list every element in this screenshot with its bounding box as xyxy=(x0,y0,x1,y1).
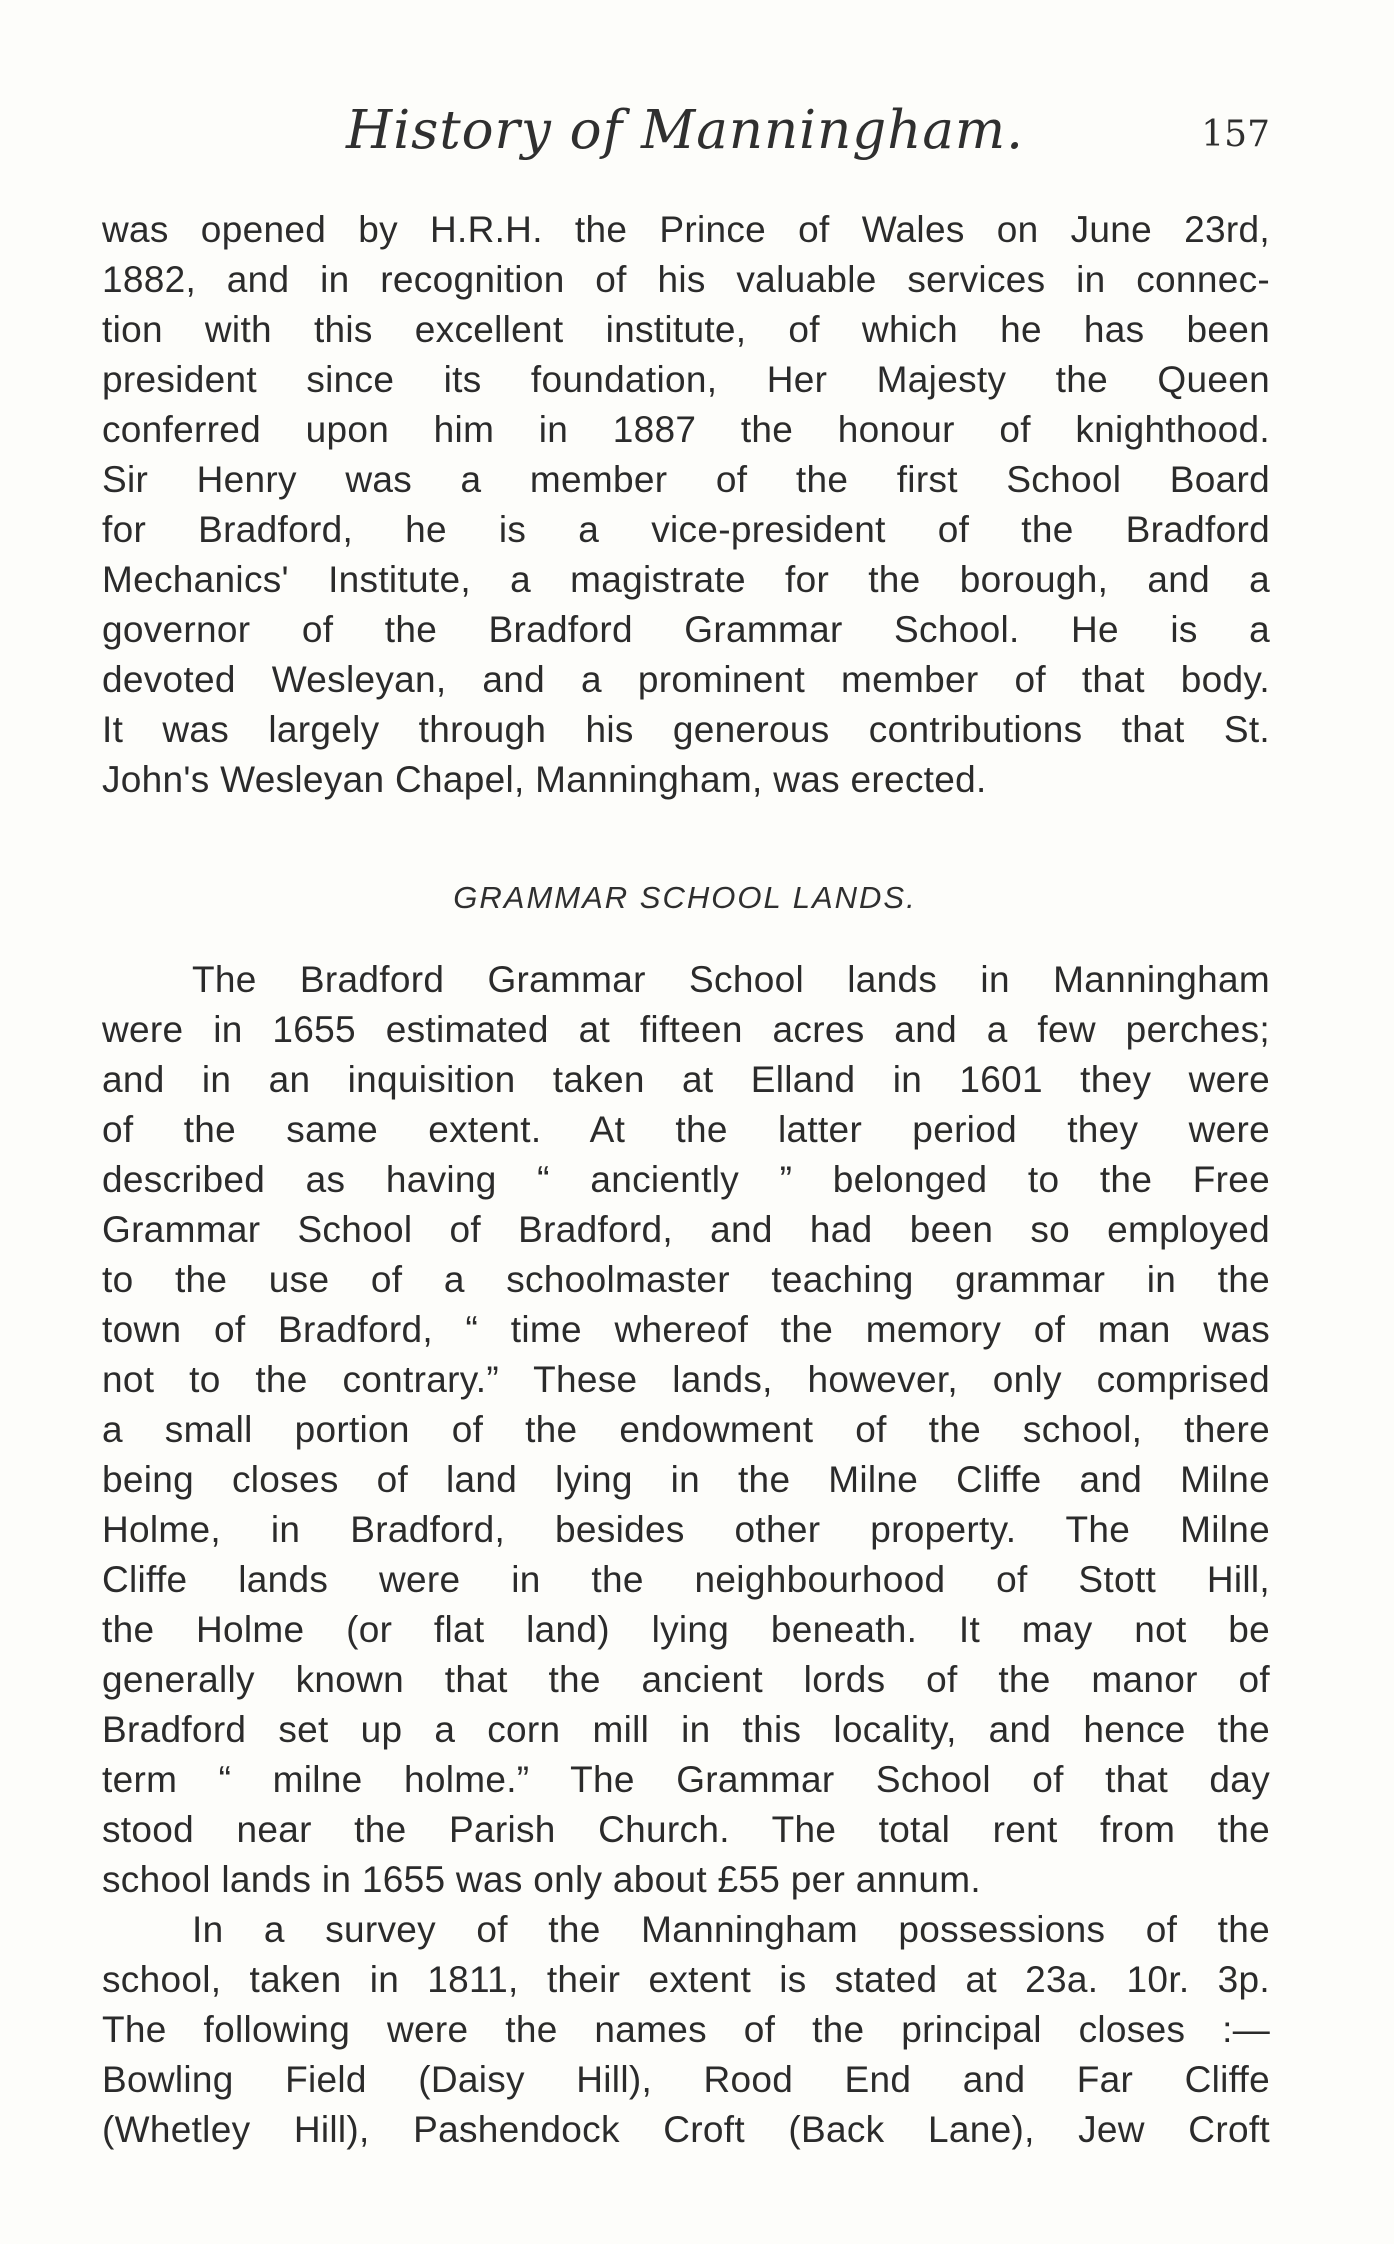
text-line: tion with this excellent institute, of which he has been xyxy=(102,309,1270,350)
text-line: and in an inquisition taken at Elland in 1601 they were xyxy=(102,1059,1270,1100)
text-line: president since its foundation, Her Majesty the Queen xyxy=(102,359,1270,400)
text-line: governor of the Bradford Grammar School. He is a xyxy=(102,609,1270,650)
text-line: Sir Henry was a member of the first School Board xyxy=(102,459,1270,500)
text-line: term “ milne holme.” The Grammar School of that day xyxy=(102,1759,1270,1800)
page-number: 157 xyxy=(1201,114,1270,155)
text-line: conferred upon him in 1887 the honour of knighthood. xyxy=(102,409,1270,450)
text-line: Bowling Field (Daisy Hill), Rood End and Far Cliffe xyxy=(102,2059,1270,2100)
text-line: Bradford set up a corn mill in this locality, and hence the xyxy=(102,1709,1270,1750)
text-line: The Bradford Grammar School lands in Manningham xyxy=(192,959,1270,1000)
text-line: Holme, in Bradford, besides other property. The Milne xyxy=(102,1509,1270,1550)
text-line: being closes of land lying in the Milne Cliffe and Milne xyxy=(102,1459,1270,1500)
running-title: History of Manningham. xyxy=(345,100,1025,161)
running-head xyxy=(100,100,1270,180)
text-line: Grammar School of Bradford, and had been so employed xyxy=(102,1209,1270,1250)
text-line: a small portion of the endowment of the school, there xyxy=(102,1409,1270,1450)
text-line: It was largely through his generous contributions that St. xyxy=(102,709,1270,750)
text-line: was opened by H.R.H. the Prince of Wales on June 23rd, xyxy=(102,209,1270,250)
text-line: stood near the Parish Church. The total rent from the xyxy=(102,1809,1270,1850)
text-line: devoted Wesleyan, and a prominent member of that body. xyxy=(102,659,1270,700)
text-line: John's Wesleyan Chapel, Manningham, was erected. xyxy=(102,759,987,800)
section-heading: GRAMMAR SCHOOL LANDS. xyxy=(453,880,917,915)
text-line: Cliffe lands were in the neighbourhood of Stott Hill, xyxy=(102,1559,1270,1600)
text-line: for Bradford, he is a vice-president of the Bradford xyxy=(102,509,1270,550)
text-line: the Holme (or flat land) lying beneath. It may not be xyxy=(102,1609,1270,1650)
text-line: to the use of a schoolmaster teaching grammar in the xyxy=(102,1259,1270,1300)
text-line: The following were the names of the principal closes :— xyxy=(102,2009,1270,2050)
paragraph-1 xyxy=(102,205,1270,805)
text-line: school, taken in 1811, their extent is stated at 23a. 10r. 3p. xyxy=(102,1959,1270,2000)
text-line: town of Bradford, “ time whereof the memory of man was xyxy=(102,1309,1270,1350)
text-line: school lands in 1655 was only about £55 per annum. xyxy=(102,1859,981,1900)
text-line: In a survey of the Manningham possessions of the xyxy=(192,1909,1270,1950)
text-line: Mechanics' Institute, a magistrate for the borough, and a xyxy=(102,559,1270,600)
text-line: generally known that the ancient lords of the manor of xyxy=(102,1659,1270,1700)
text-line: (Whetley Hill), Pashendock Croft (Back Lane), Jew Croft xyxy=(102,2109,1270,2150)
text-line: described as having “ anciently ” belonged to the Free xyxy=(102,1159,1270,1200)
paragraph-2 xyxy=(102,955,1270,2155)
text-line: 1882, and in recognition of his valuable services in connec- xyxy=(102,259,1270,300)
text-line: not to the contrary.” These lands, however, only comprised xyxy=(102,1359,1270,1400)
text-line: were in 1655 estimated at fifteen acres and a few perches; xyxy=(102,1009,1270,1050)
text-line: of the same extent. At the latter period they were xyxy=(102,1109,1270,1150)
